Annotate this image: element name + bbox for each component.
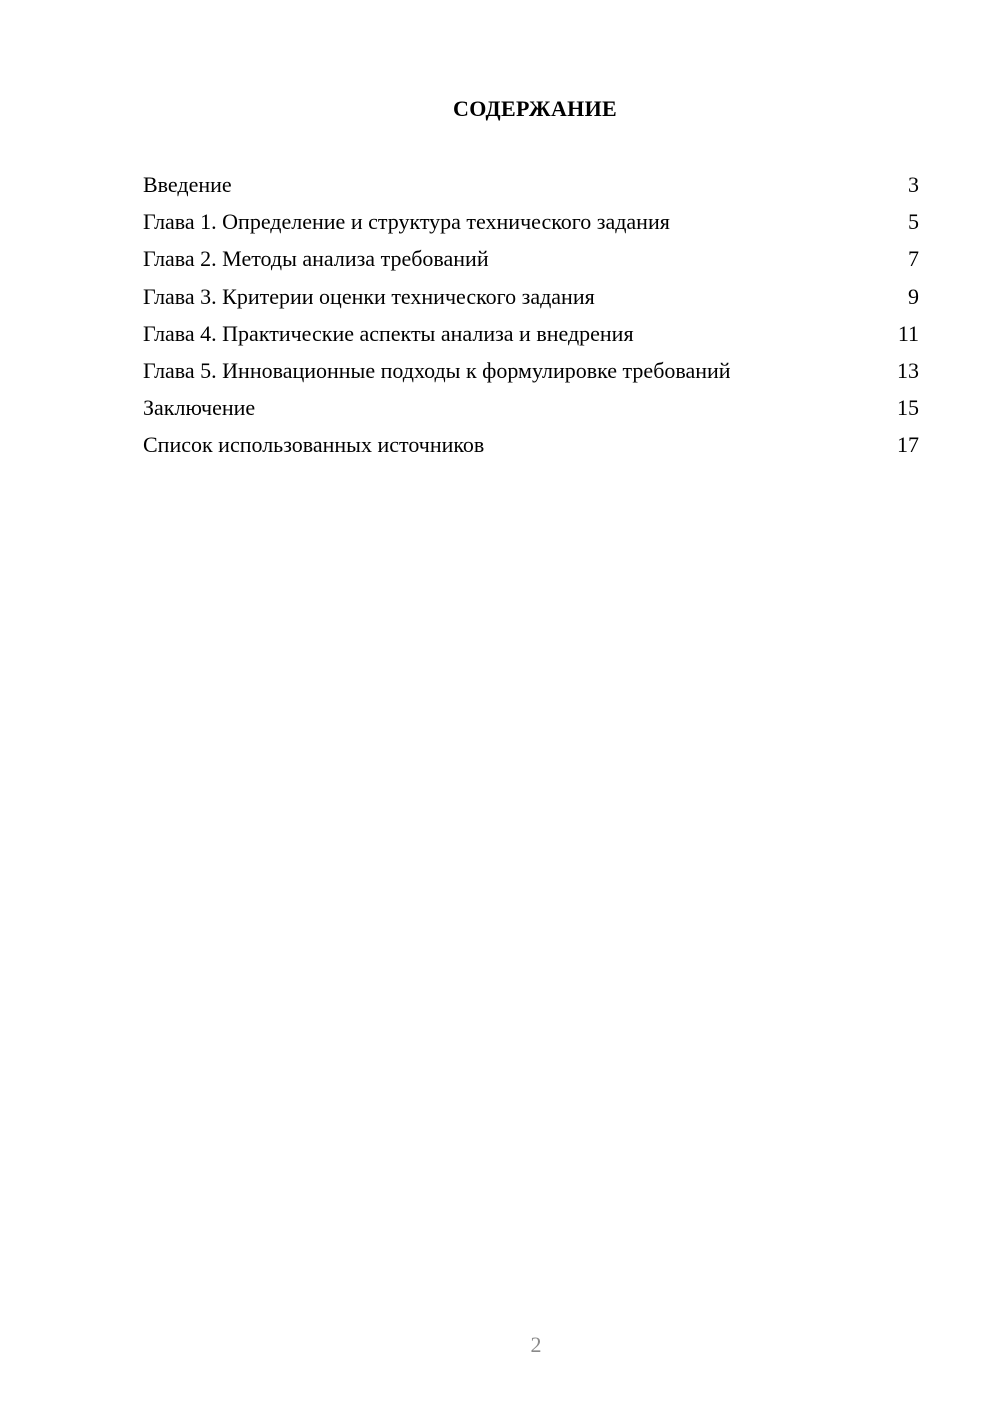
toc-entry-page: 15 xyxy=(897,395,919,421)
toc-entry-label: Глава 4. Практические аспекты анализа и внедрения xyxy=(143,320,634,346)
toc-entry-label: Глава 1. Определение и структура технического задания xyxy=(143,209,670,235)
toc-entry-page: 3 xyxy=(908,172,919,197)
toc-entry-references[interactable] xyxy=(143,426,919,463)
toc-entry-page: 13 xyxy=(897,357,919,383)
table-of-contents xyxy=(143,166,919,464)
toc-entry-label: Глава 5. Инновационные подходы к формулировке требований xyxy=(143,357,731,383)
toc-entry-chapter-2[interactable] xyxy=(143,240,919,277)
page-title: СОДЕРЖАНИЕ xyxy=(453,96,617,121)
page-number: 2 xyxy=(530,1332,542,1357)
toc-entry-introduction[interactable] xyxy=(143,166,919,203)
toc-entry-label: Введение xyxy=(143,172,232,197)
toc-entry-page: 7 xyxy=(908,246,919,272)
toc-entry-page: 11 xyxy=(897,320,919,346)
toc-entry-label: Глава 2. Методы анализа требований xyxy=(143,246,489,272)
toc-entry-chapter-5[interactable] xyxy=(143,352,919,389)
toc-entry-chapter-4[interactable] xyxy=(143,315,919,352)
toc-entry-chapter-1[interactable] xyxy=(143,203,919,240)
toc-entry-label: Список использованных источников xyxy=(143,432,485,458)
toc-entry-label: Глава 3. Критерии оценки технического задания xyxy=(143,283,595,309)
toc-entry-page: 9 xyxy=(908,283,919,309)
toc-entry-conclusion[interactable] xyxy=(143,389,919,426)
toc-entry-page: 17 xyxy=(897,432,919,458)
toc-entry-chapter-3[interactable] xyxy=(143,278,919,315)
toc-entry-page: 5 xyxy=(908,209,919,235)
toc-entry-label: Заключение xyxy=(143,395,256,421)
